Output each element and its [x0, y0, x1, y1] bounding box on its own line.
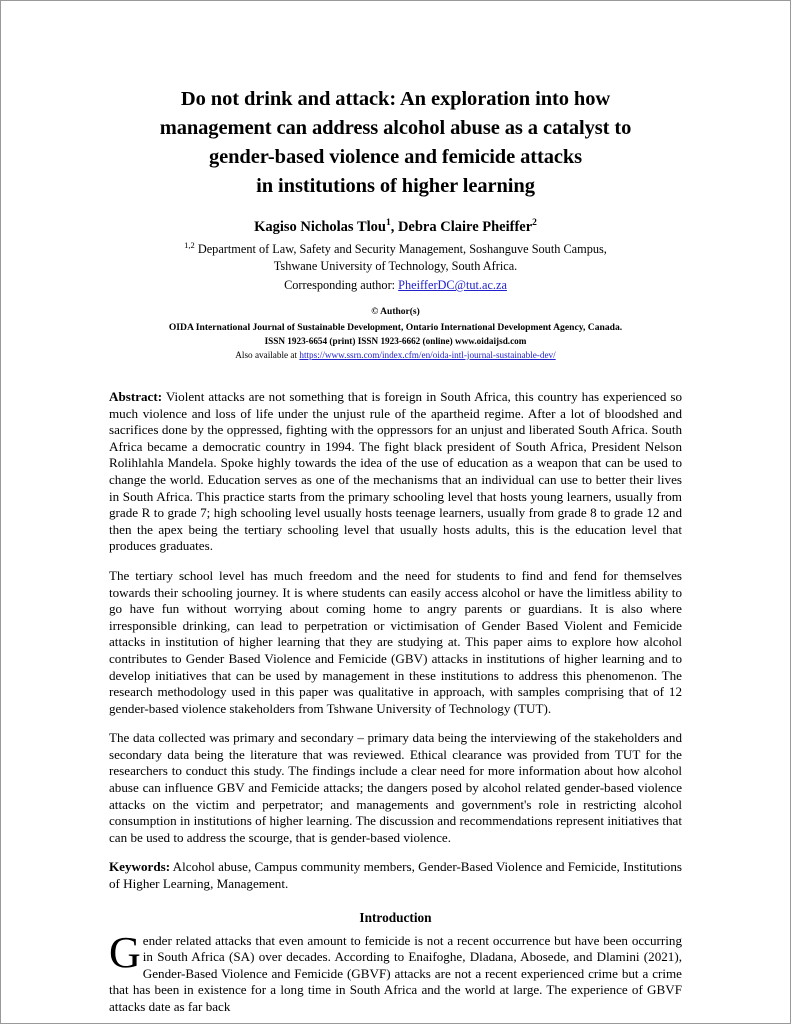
title-line-3: gender-based violence and femicide attacks [208, 146, 583, 168]
affiliation-marker: 1,2 [184, 239, 195, 250]
abstract-paragraph-1 [109, 389, 682, 555]
keywords-paragraph [109, 859, 682, 892]
abstract-text-1: Violent attacks are not something that is foreign in South Africa, this country has experienced so much violence and loss of life under the unjust rule of the apartheid regime. After a lot of bloodshed and sacrifices done by the oppressed, fighting with the oppressors for an unjust and liberated South Africa. South Africa became a democratic country in 1994. The fight black president of South Africa, President Nelson Rolihlahla Mandela. Spoke highly towards the idea of the use of education as a weapon that can be used to change the world. Education serves as one of the mechanisms that an individual can use to better their lives in South Africa. This practice starts from the primary schooling level that hosts young learners, usually from grade R to grade 7; high schooling level usually hosts teenage learners, usually from grade 8 to grade 12 and then the apex being the tertiary schooling level that usually hosts adults, this is the education level that produces graduates. [109, 389, 682, 554]
page-title [109, 85, 682, 201]
introduction-text: ender related attacks that even amount to femicide is not a recent occurrence but have been occurring in South Africa (SA) over decades. According to Enaifoghe, Dladana, Abosede, and Dlamini (2021), Gender-Based Violence and Femicide (GBVF) attacks are not a recent experienced crime but a crime that has been in existence for a long time in South Africa and the world at large. The experience of GBVF attacks date as far back [109, 932, 682, 1014]
affiliation-line-2: Tshwane University of Technology, South Africa. [273, 258, 518, 273]
affiliation-line-1: Department of Law, Safety and Security Management, Soshanguve South Campus, [194, 242, 607, 256]
author-affil-marker-2: 2 [532, 218, 537, 229]
corresponding-author-label: Corresponding author: [284, 278, 399, 292]
abstract-label: Abstract: [109, 389, 163, 404]
keywords-label: Keywords: [109, 859, 171, 875]
author-separator: , [390, 219, 398, 235]
drop-cap: G [109, 927, 141, 977]
also-available-line [109, 349, 682, 362]
corresponding-author [109, 277, 682, 294]
affiliation [109, 241, 682, 274]
abstract-paragraph-3: The data collected was primary and secondary – primary data being the interviewing of the stakeholders and secondary data being the literature that was reviewed. Ethical clearance was provided from TUT for the researchers to conduct this study. The findings include a clear need for more information about how alcohol abuse can influence GBV and Femicide attacks; the dangers posed by alcohol related gender-based violence attacks on the victim and perpetrator; and managements and government's role in restricting alcohol consumption in institutions of higher learning. The discussion and recommendations represent initiatives that can be used to address the scourge, that is gender-based violence. [109, 730, 682, 845]
author-list [109, 217, 682, 237]
introduction-heading: Introduction [359, 909, 432, 925]
abstract-section [109, 389, 682, 893]
title-line-1: Do not drink and attack: An exploration into how [180, 88, 611, 110]
introduction-paragraph [109, 927, 682, 1016]
abstract-paragraph-2: The tertiary school level has much freedom and the need for students to find and fend for themselves towards their schooling journey. It is where students can easily access alcohol or have the limitless ability to go have fun without worrying about coming home to angry parents or guardians. It is also where irresponsible drinking, can lead to perpetration or victimisation of Gender Based Violent and Femicide attacks in institution of higher learning that they are studying at. This paper aims to explore how alcohol contributes to Gender Based Violence and Femicide (GBV) attacks in institutions of higher learning and to develop initiatives that can be used by management in these institutions to address this phenomenon. The research methodology used in this paper was qualitative in approach, with samples comprising that of 12 gender-based violence stakeholders from Tshwane University of Technology (TUT). [109, 567, 682, 716]
author-name-1: Kagiso Nicholas Tlou [254, 219, 386, 235]
copyright-notice: © Author(s) [371, 306, 420, 317]
journal-info: OIDA International Journal of Sustainable Development, Ontario International Development Agency, Canada. [168, 321, 623, 333]
keywords-text: Alcohol abuse, Campus community members, Gender-Based Violence and Femicide, Institutions of Higher Learning, Management. [109, 859, 682, 892]
title-line-2: management can address alcohol abuse as a catalyst to [159, 117, 632, 139]
ssrn-link[interactable]: https://www.ssrn.com/index.cfm/en/oida-intl-journal-sustainable-dev/ [299, 350, 556, 360]
title-line-4: in institutions of higher learning [256, 175, 535, 197]
also-available-label: Also available at [235, 350, 300, 360]
corresponding-author-email-link[interactable]: PheifferDC@tut.ac.za [398, 278, 507, 292]
author-name-2: Debra Claire Pheiffer [397, 219, 533, 235]
paper-content [109, 85, 682, 1016]
issn-info: ISSN 1923-6654 (print) ISSN 1923-6662 (online) www.oidaijsd.com [264, 336, 527, 346]
author-affil-marker-1: 1 [385, 218, 391, 229]
